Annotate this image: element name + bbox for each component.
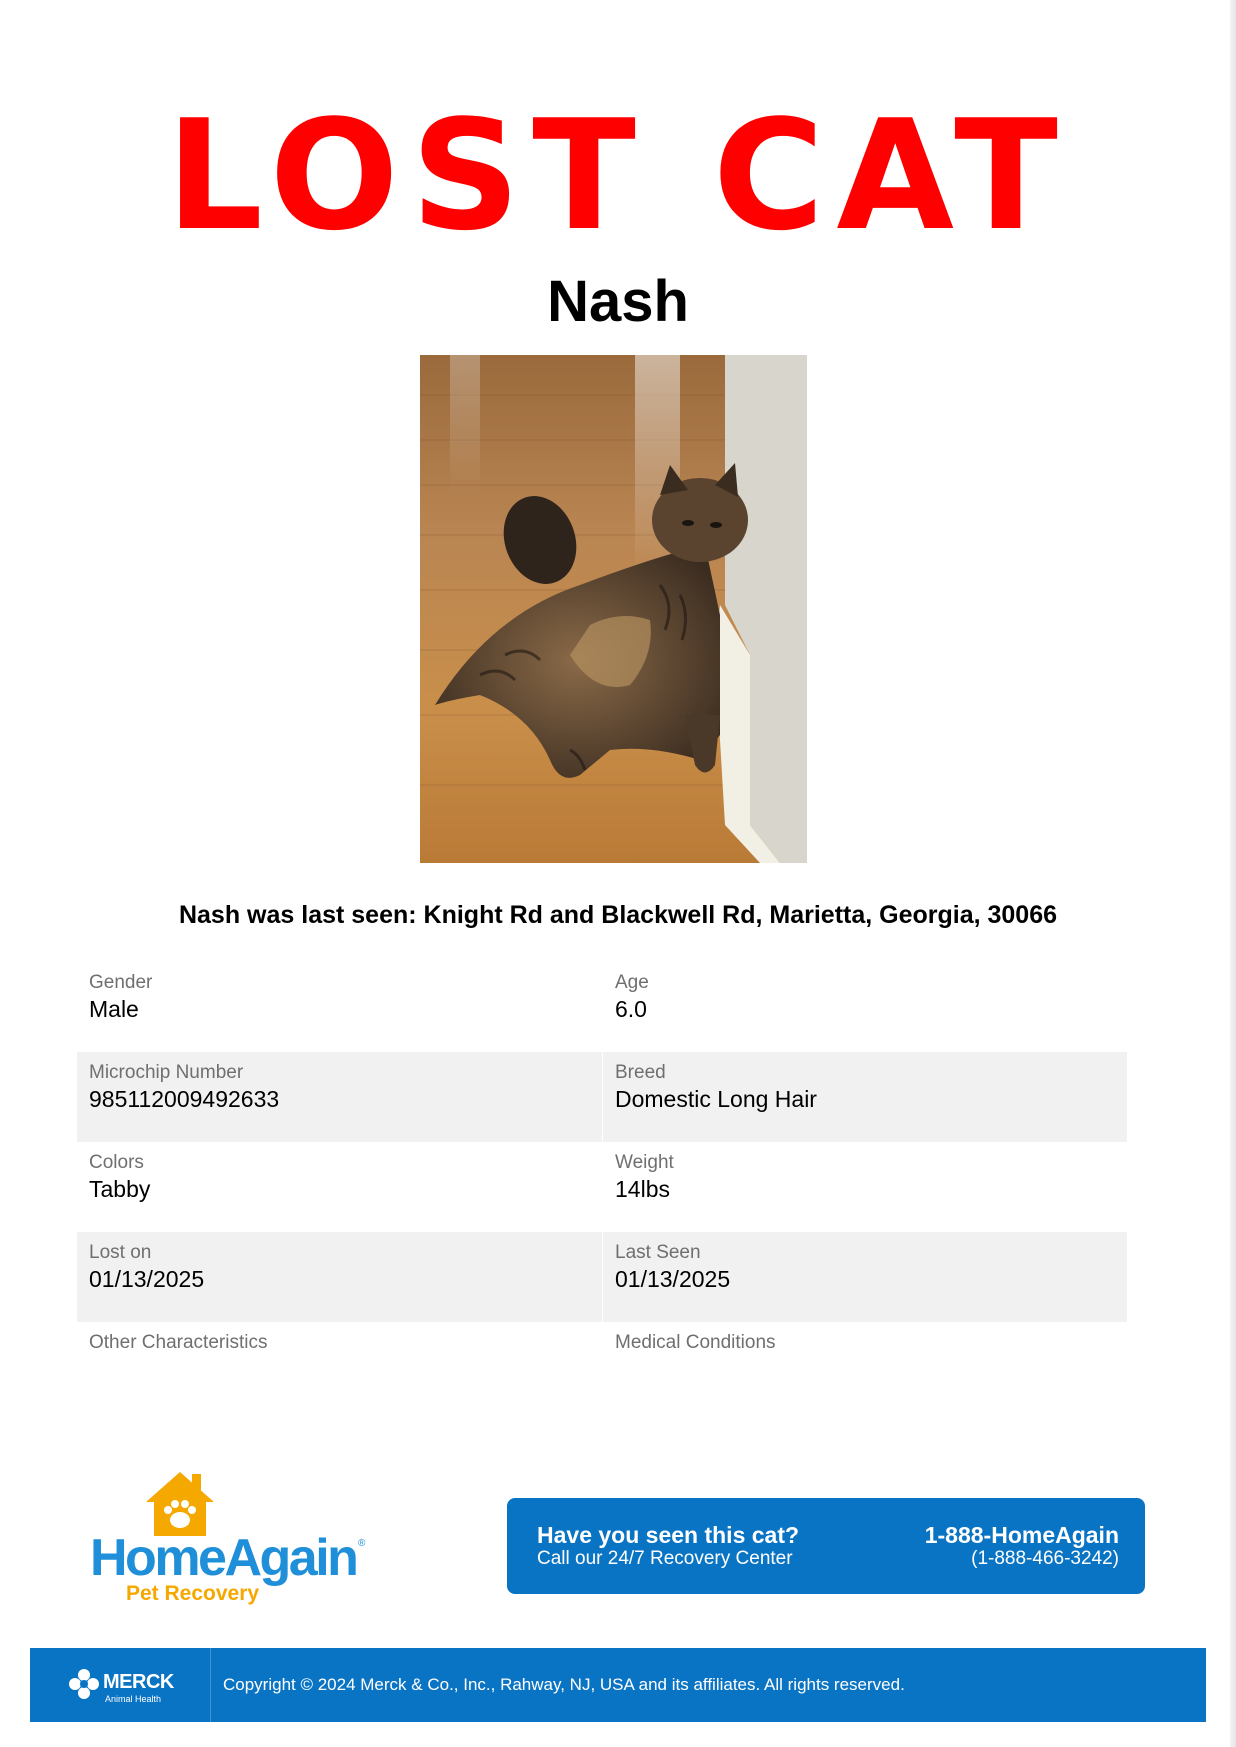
cat-photo (420, 355, 807, 863)
logo-brand: HomeAgain (90, 1529, 357, 1587)
gender-label: Gender (89, 972, 153, 993)
copyright-text: Copyright © 2024 Merck & Co., Inc., Rahway, NJ, USA and its affiliates. All rights reserved. (223, 1675, 905, 1694)
colors-cell (77, 1142, 602, 1232)
other-characteristics-cell (77, 1322, 602, 1412)
lost-on-label: Lost on (89, 1242, 152, 1263)
logo-registered: ® (358, 1538, 366, 1549)
details-table (77, 962, 1127, 1412)
callout-phone[interactable]: 1-888-HomeAgain (924, 1522, 1119, 1548)
merck-icon (68, 1668, 100, 1700)
footer (30, 1648, 1206, 1722)
page-edge (1230, 0, 1236, 1747)
microchip-label: Microchip Number (89, 1062, 244, 1083)
age-value: 6.0 (615, 996, 647, 1022)
breed-cell (602, 1052, 1127, 1142)
house-paw-icon (146, 1472, 214, 1536)
gender-value: Male (89, 996, 139, 1022)
microchip-value: 985112009492633 (89, 1086, 280, 1112)
last-seen-date-value: 01/13/2025 (615, 1266, 731, 1292)
medical-conditions-label: Medical Conditions (615, 1332, 776, 1353)
pet-name: Nash (547, 269, 689, 334)
details-row-gender-age (77, 962, 1127, 1052)
details-row-microchip-breed (77, 1052, 1127, 1142)
last-seen-location: Nash was last seen: Knight Rd and Blackwell Rd, Marietta, Georgia, 30066 (178, 901, 1058, 929)
colors-label: Colors (89, 1152, 144, 1173)
weight-label: Weight (615, 1152, 674, 1173)
details-row-lost-lastseen (77, 1232, 1127, 1322)
callout-phone-numeric[interactable]: (1-888-466-3242) (971, 1548, 1119, 1569)
lost-on-cell (77, 1232, 602, 1322)
last-seen-date-cell (602, 1232, 1127, 1322)
merck-subtitle: Animal Health (105, 1694, 162, 1704)
poster-title: LOST CAT (166, 87, 1070, 264)
age-label: Age (615, 972, 649, 993)
lost-on-value: 01/13/2025 (89, 1266, 205, 1292)
breed-value: Domestic Long Hair (615, 1086, 817, 1112)
other-characteristics-label: Other Characteristics (89, 1332, 268, 1353)
callout-question: Have you seen this cat? (537, 1522, 800, 1548)
details-row-characteristics-medical (77, 1322, 1127, 1412)
homeagain-logo (90, 1472, 370, 1607)
weight-value: 14lbs (615, 1176, 670, 1202)
age-cell (602, 962, 1127, 1052)
callout-subtext: Call our 24/7 Recovery Center (537, 1548, 793, 1569)
colors-value: Tabby (89, 1176, 151, 1202)
merck-logo (68, 1648, 208, 1722)
details-row-colors-weight (77, 1142, 1127, 1232)
footer-divider (210, 1648, 211, 1722)
gender-cell (77, 962, 602, 1052)
microchip-cell (77, 1052, 602, 1142)
medical-conditions-cell (602, 1322, 1127, 1412)
merck-name: MERCK (103, 1671, 174, 1693)
logo-subtitle: Pet Recovery (126, 1582, 260, 1605)
breed-label: Breed (615, 1062, 666, 1083)
weight-cell (602, 1142, 1127, 1232)
recovery-callout (507, 1498, 1145, 1594)
last-seen-date-label: Last Seen (615, 1242, 701, 1263)
